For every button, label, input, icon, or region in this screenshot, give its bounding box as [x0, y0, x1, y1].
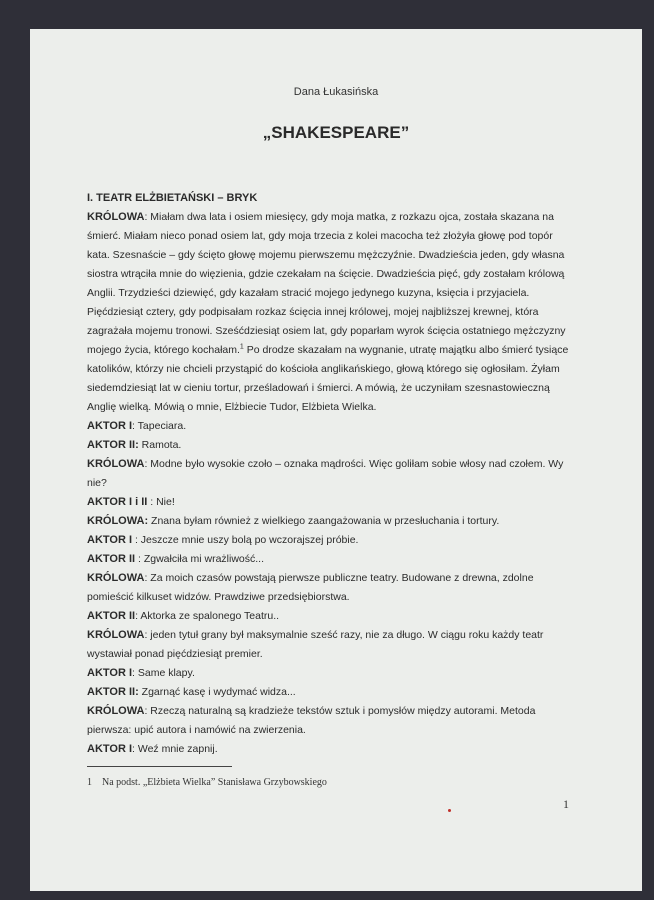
speaker-name: AKTOR II [87, 553, 136, 565]
text-line [87, 588, 567, 607]
text-line [87, 455, 567, 474]
line-text: Pięćdziesiąt cztery, gdy podpisałam rozkaz ścięcia innej królowej, mojej najbliższej krewnej, która [87, 306, 539, 318]
footnote [87, 777, 327, 788]
line-text: Zgarnąć kasę i wydymać widza... [138, 686, 296, 698]
speaker-name: KRÓLOWA [87, 211, 145, 223]
speaker-name: AKTOR I [87, 420, 133, 432]
line-text: : jeden tytuł grany był maksymalnie sześć razy, nie za długo. W ciągu roku każdy teatr [144, 629, 544, 641]
speaker-name: KRÓLOWA [87, 629, 145, 641]
text-line [87, 607, 567, 626]
dialogue-paragraph [87, 550, 567, 569]
author-name: Dana Łukasińska [293, 86, 379, 98]
line-text: Znana byłam również z wielkiego zaangażowania w przesłuchania i tortury. [148, 515, 500, 527]
dialogue-paragraph [87, 569, 567, 607]
text-line [87, 379, 567, 398]
dialogue-paragraph [87, 607, 567, 626]
speaker-name: KRÓLOWA: [87, 515, 149, 527]
dialogue-paragraph [87, 740, 567, 759]
line-text: : Zgwałciła mi wrażliwość... [135, 553, 265, 565]
scan-mark [448, 809, 451, 812]
speaker-name: KRÓLOWA [87, 705, 145, 717]
line-text: katolików, którzy nie chcieli przystąpić do kościoła anglikańskiego, głową którego się ogłosiłam. Żyłam [87, 363, 560, 375]
footnote-reference[interactable]: 1 [239, 343, 244, 351]
document-body [87, 189, 567, 759]
line-text: : Tapeciara. [132, 420, 187, 432]
dialogue-paragraph [87, 702, 567, 740]
line-text: Anglię wielką. Mówią o mnie, Elżbiecie Tudor, Elżbieta Wielka. [87, 401, 377, 413]
line-text: pierwsza: upić autora i namówić na zwierzenia. [87, 724, 306, 736]
text-line [87, 474, 567, 493]
line-text: : Same klapy. [132, 667, 195, 679]
text-line [87, 341, 567, 360]
line-text: mojego życia, którego kochałam. [87, 344, 240, 356]
speaker-name: KRÓLOWA [87, 458, 145, 470]
text-line [87, 702, 567, 721]
footnote-number: 1 [87, 777, 92, 788]
dialogue-paragraph [87, 417, 567, 436]
dialogue-paragraph [87, 493, 567, 512]
text-line [87, 683, 567, 702]
text-line [87, 436, 567, 455]
line-text: nie? [87, 477, 107, 489]
line-text: : Miałam dwa lata i osiem miesięcy, gdy moja matka, z rozkazu ojca, została skazana na [144, 211, 554, 223]
text-line [87, 721, 567, 740]
text-line [87, 531, 567, 550]
text-line [87, 227, 567, 246]
text-line [87, 284, 567, 303]
text-line [87, 398, 567, 417]
dialogue-paragraph [87, 683, 567, 702]
text-line [87, 550, 567, 569]
text-line [87, 569, 567, 588]
speaker-name: AKTOR I i II [87, 496, 148, 508]
text-line [87, 208, 567, 227]
document-page [30, 29, 642, 891]
line-text: wystawiał ponad pięćdziesiąt premier. [87, 648, 263, 660]
dialogue-paragraph [87, 208, 567, 417]
speaker-name: AKTOR I [87, 743, 133, 755]
text-line [87, 493, 567, 512]
document-title: „SHAKESPEARE” [262, 123, 410, 142]
line-text: : Weź mnie zapnij. [132, 743, 218, 755]
dialogue [87, 208, 567, 759]
line-text: : Jeszcze mnie uszy bolą po wczorajszej próbie. [132, 534, 359, 546]
text-line [87, 303, 567, 322]
text-line [87, 360, 567, 379]
dialogue-paragraph [87, 455, 567, 493]
footnote-text: Na podst. „Elżbieta Wielka” Stanisława Grzybowskiego [102, 777, 327, 788]
page-number: 1 [563, 797, 569, 811]
section-heading: I. TEATR ELŻBIETAŃSKI – BRYK [87, 192, 258, 204]
speaker-name: AKTOR I [87, 534, 133, 546]
line-text: siostra wtrąciła mnie do więzienia, gdzie czekałam na ścięcie. Dwadzieścia pięć, gdy zostałam królową [87, 268, 565, 280]
line-text: : Modne było wysokie czoło – oznaka mądrości. Więc goliłam sobie włosy nad czołem. Wy [144, 458, 564, 470]
line-text: : Nie! [147, 496, 175, 508]
line-text: : Za moich czasów powstają pierwsze publiczne teatry. Budowane z drewna, zdolne [144, 572, 534, 584]
dialogue-paragraph [87, 512, 567, 531]
dialogue-paragraph [87, 626, 567, 664]
line-text: Anglii. Trzydzieści dziewięć, gdy kazałam stracić mojego jedynego kuzyna, księcia i przyjaciela. [87, 287, 530, 299]
text-line [87, 645, 567, 664]
text-line [87, 322, 567, 341]
speaker-name: AKTOR I [87, 667, 133, 679]
dialogue-paragraph [87, 664, 567, 683]
text-line [87, 246, 567, 265]
text-line [87, 664, 567, 683]
text-line [87, 265, 567, 284]
line-text: Ramota. [138, 439, 182, 451]
footnote-divider [87, 766, 232, 767]
dialogue-paragraph [87, 436, 567, 455]
line-text: pomieścić kilkuset widzów. Prawdziwe przedsiębiorstwa. [87, 591, 350, 603]
text-line [87, 740, 567, 759]
speaker-name: AKTOR II: [87, 439, 139, 451]
line-text: Po drodze skazałam na wygnanie, utratę majątku albo śmierć tysiące [243, 344, 569, 356]
text-line [87, 512, 567, 531]
line-text: śmierć. Miałam nieco ponad osiem lat, gdy moja trzecia z kolei macocha też złożyła głowę pod topór [87, 230, 553, 242]
line-text: kata. Szesnaście – gdy ścięto głowę mojemu pierwszemu mężczyźnie. Dwadzieścia jeden, gdy własna [87, 249, 565, 261]
line-text: : Aktorka ze spalonego Teatru.. [135, 610, 280, 622]
speaker-name: KRÓLOWA [87, 572, 145, 584]
dialogue-paragraph [87, 531, 567, 550]
text-line [87, 417, 567, 436]
line-text: zagrażała mojemu tronowi. Sześćdziesiąt osiem lat, gdy poparłam wyrok ścięcia ostatniego mężczyzny [87, 325, 566, 337]
text-line [87, 626, 567, 645]
line-text: siedemdziesiąt lat w cieniu tortur, prześladowań i śmierci. A mówią, że uczyniłam szesnastowieczną [87, 382, 550, 394]
speaker-name: AKTOR II [87, 610, 136, 622]
speaker-name: AKTOR II: [87, 686, 139, 698]
line-text: : Rzeczą naturalną są kradzieże tekstów sztuk i pomysłów między autorami. Metoda [144, 705, 536, 717]
